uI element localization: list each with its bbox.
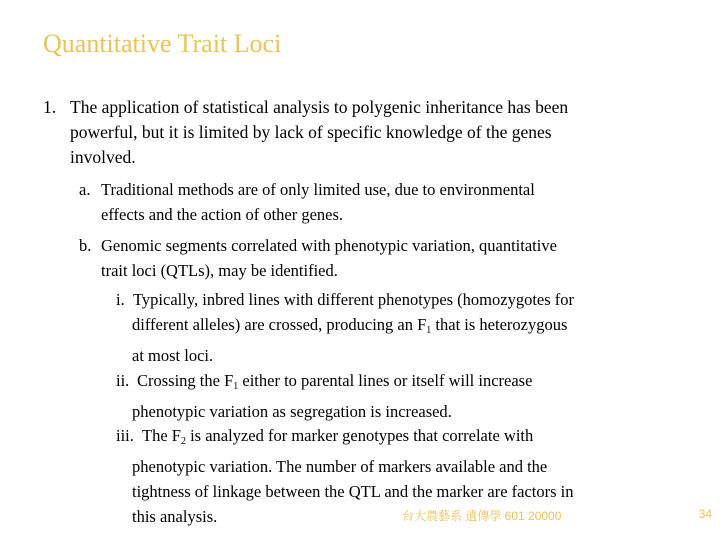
list-item-ii: [116, 368, 532, 424]
text-line: phenotypic variation as segregation is increased.: [132, 402, 452, 421]
text-line: tightness of linkage between the QTL and the marker are factors in: [132, 482, 574, 501]
text-line: Traditional methods are of only limited use, due to environmental: [101, 180, 535, 199]
list-marker: a.: [79, 180, 91, 199]
list-marker: i.: [116, 290, 125, 309]
subscript: 2: [180, 436, 186, 447]
list-item-1: [43, 95, 568, 170]
text-line: [132, 312, 574, 343]
text-run: that is heterozygous: [431, 315, 568, 334]
text-line: [132, 368, 532, 399]
text-line: involved.: [70, 147, 136, 167]
list-marker: iii.: [116, 426, 134, 445]
text-run: Typically, inbred lines with different phenotypes (homozygotes for: [133, 290, 575, 309]
list-marker: ii.: [116, 371, 130, 390]
page-number: 34: [698, 507, 712, 521]
text-line: powerful, but it is limited by lack of specific knowledge of the genes: [70, 122, 552, 142]
text-line: [132, 287, 574, 312]
list-marker: b.: [79, 236, 92, 255]
text-line: Genomic segments correlated with phenotypic variation, quantitative: [101, 236, 557, 255]
text-line: trait loci (QTLs), may be identified.: [101, 261, 338, 280]
text-line: [132, 423, 574, 454]
list-item-b: [79, 233, 557, 283]
slide-footer: 台大農藝系 遺傳學 601 20000: [402, 509, 562, 523]
subscript: 1: [426, 325, 432, 336]
text-run: Crossing the F: [137, 371, 234, 390]
text-line: The application of statistical analysis to polygenic inheritance has been: [70, 97, 569, 117]
text-run: The F: [142, 426, 181, 445]
text-line: effects and the action of other genes.: [101, 205, 344, 224]
list-item-a: [79, 177, 535, 227]
text-run: either to parental lines or itself will increase: [238, 371, 533, 390]
list-marker: 1.: [43, 97, 57, 117]
text-run: is analyzed for marker genotypes that correlate with: [185, 426, 534, 445]
text-run: different alleles) are crossed, producing an F: [132, 315, 427, 334]
list-item-i: [116, 287, 574, 368]
text-line: this analysis.: [132, 507, 218, 526]
text-line: phenotypic variation. The number of markers available and the: [132, 457, 548, 476]
slide-title: Quantitative Trait Loci: [43, 29, 282, 58]
text-line: at most loci.: [132, 346, 214, 365]
subscript: 1: [233, 381, 239, 392]
